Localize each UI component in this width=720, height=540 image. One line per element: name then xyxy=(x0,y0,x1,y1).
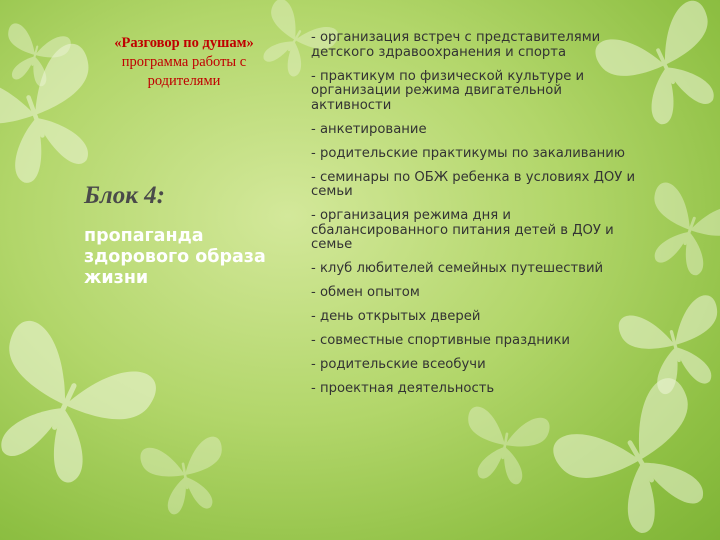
list-item: - семинары по ОБЖ ребенка в условиях ДОУ и семьи xyxy=(311,169,636,199)
program-description: программа работы с родителями xyxy=(121,54,247,89)
list-item: - родительские всеобучи xyxy=(311,357,486,372)
list-item: - анкетирование xyxy=(311,121,427,137)
list-item: - день открытых дверей xyxy=(311,309,481,324)
list-item: - организация режима дня и сбалансированного питания детей в ДОУ и семье xyxy=(311,208,614,252)
list-item: - родительские практикумы по закаливанию xyxy=(311,145,625,161)
butterfly-icon xyxy=(133,423,237,527)
list-item: - клуб любителей семейных путешествий xyxy=(311,261,604,276)
block-subtitle: пропаганда здорового образа жизни xyxy=(84,226,266,288)
program-name: «Разговор по душам» xyxy=(114,35,254,51)
list-item: - обмен опытом xyxy=(311,285,420,300)
program-title xyxy=(84,34,284,91)
list-item: - совместные спортивные праздники xyxy=(311,333,570,348)
list-item: - организация встреч с представителями детского здравоохранения и спорта xyxy=(311,30,601,60)
list-item: - практикум по физической культуре и организации режима двигательной активности xyxy=(311,68,585,113)
activity-list xyxy=(311,31,641,406)
list-item: - проектная деятельность xyxy=(311,381,495,396)
block-heading: Блок 4: xyxy=(84,182,165,209)
